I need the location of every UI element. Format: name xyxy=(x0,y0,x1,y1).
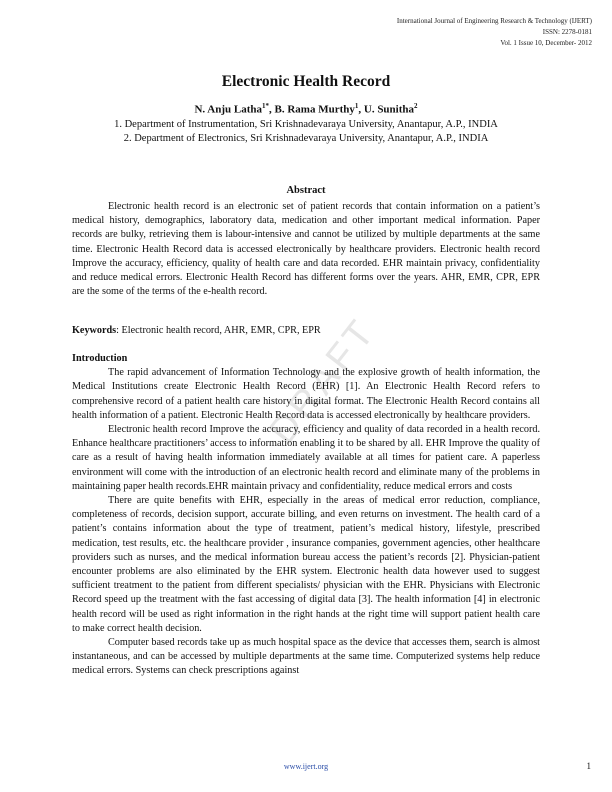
introduction-section xyxy=(72,352,540,679)
keywords-label: Keywords xyxy=(72,325,117,336)
volume-issue: Vol. 1 Issue 10, December- 2012 xyxy=(500,39,592,47)
author-2-mark: 1 xyxy=(354,102,359,110)
intro-paragraph-3: There are quite benefits with EHR, especially in the areas of medical error reduction, compliance, completeness of records, decision support, accurate billing, and even returns on investment. The health card of a patient’s contains information about the type of treatment, patient’s medical history, lifestyle, prescribed medication, test results, etc. the healthcare provider , insurance companies, government agencies, other healthcare providers such as nurses, and the medical information bureau access the patient’s records [2]. Physician-patient encounter problems are also eliminated by the EHR system. Electronic health data however used to suggest sufficient treatment to the patient from different specialists/ physician with the EHR. Physicians with Electronic Record speed up the treatment with the fast accessing of digital data [3]. The health information [4] in electronic health record will be used as right information in the right hands at the right time will support patient health care to make correct health decision. xyxy=(72,495,540,634)
author-3-mark: 2 xyxy=(414,102,418,110)
keywords-line xyxy=(72,324,540,338)
journal-name: International Journal of Engineering Research & Technology (IJERT) xyxy=(396,17,592,25)
affiliation-2: 2. Department of Electronics, Sri Krishnadevaraya University, Anantapur, A.P., INDIA xyxy=(123,133,489,144)
affiliation-1: 1. Department of Instrumentation, Sri Krishnadevaraya University, Anantapur, A.P., INDIA xyxy=(114,119,498,130)
intro-paragraph-2: Electronic health record Improve the accuracy, efficiency and quality of data recorded in a health record. Enhance healthcare practitioners’ access to information enabling it to be shared by all. EHR Improve the quality of care as a result of having health information immediately available at all times for patient care. A paperless environment will come with the introduction of an electronic health record and eliminate many of the problems in maintaining paper health records.EHR maintain privacy and confidentiality, reduce medical errors and costs xyxy=(72,424,540,492)
paper-title: Electronic Health Record xyxy=(221,73,391,90)
draft-watermark: DRAFT xyxy=(261,310,385,452)
author-2: , B. Rama Murthy xyxy=(269,103,355,116)
running-header xyxy=(397,16,592,49)
intro-paragraph-4: Computer based records take up as much hospital space as the device that accesses them, search is almost instantaneous, and can be accessed by multiple departments at the same time. Computerized systems help reduce medical errors. Systems can check prescriptions against xyxy=(72,637,540,677)
abstract-section xyxy=(72,200,540,299)
footer-url[interactable]: www.ijert.org xyxy=(283,762,329,771)
author-line xyxy=(0,102,612,116)
author-3: , U. Sunitha xyxy=(358,103,415,116)
page-number: 1 xyxy=(586,761,591,771)
author-1: N. Anju Latha xyxy=(194,103,263,116)
abstract-text: Electronic health record is an electronic set of patient records that contain information on a patient’s medical history, demographics, laboratory data, medication and other important medical information. Paper records are bulky, retrieving them is labour-intensive and cannot be utilized by multiple departments at the same time. Electronic Health Record data is accessed electronically by healthcare providers. Electronic health record Improve the accuracy, efficiency, quality of health care and data recorded. EHR maintain privacy, confidentiality and reduce medical errors. Electronic Health Record has different forms over the years. AHR, EMR, CPR, EPR are the some of the terms of the e-health record. xyxy=(72,201,540,298)
author-1-mark: 1* xyxy=(262,102,270,110)
intro-paragraph-1: The rapid advancement of Information Technology and the explosive growth of health information, the Medical Institutions create Electronic Health Record (EHR) [1]. An Electronic Health Record refers to comprehensive record of a patient health care history in digital format. The Electronic Health Record contains all health information of a patient. Electronic Health Record data is accessed electronically by healthcare providers. xyxy=(72,367,540,421)
issn: ISSN: 2278-0181 xyxy=(542,28,592,36)
introduction-heading: Introduction xyxy=(72,353,128,364)
abstract-heading: Abstract xyxy=(286,185,326,196)
keywords-list: : Electronic health record, AHR, EMR, CPR, EPR xyxy=(116,325,321,336)
